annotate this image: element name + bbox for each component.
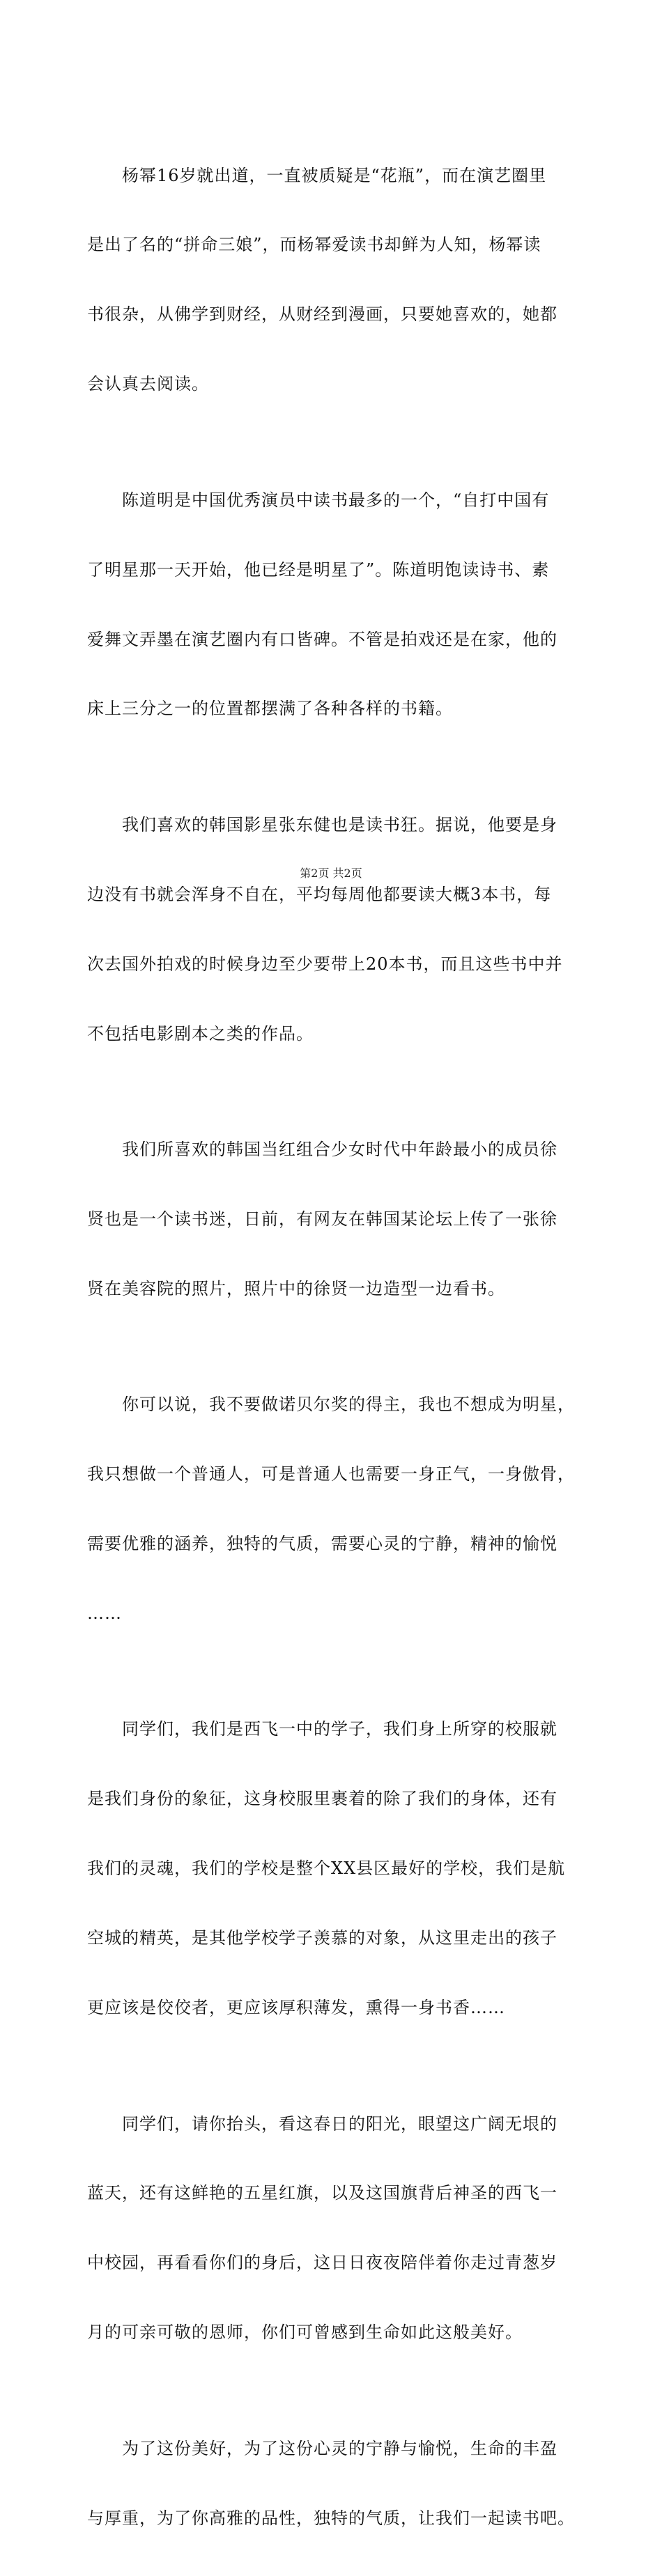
text-line: 我只想做一个普通人，可是普通人也需要一身正气，一身傲骨，: [87, 1464, 575, 1484]
text-line: 边没有书就会浑身不自在，平均每周他都要读大概3本书，每: [87, 884, 552, 904]
text-line: 同学们，请你抬头，看这春日的阳光，眼望这广阔无垠的: [87, 2113, 557, 2134]
text-line: 会认真去阅读。: [87, 374, 209, 394]
text-line: 蓝天，还有这鲜艳的五星红旗，以及这国旗背后神圣的西飞一: [87, 2183, 557, 2203]
text-line: 陈道明是中国优秀演员中读书最多的一个，“自打中国有: [87, 490, 550, 510]
text-line: 为了这份美好，为了这份心灵的宁静与愉悦，生命的丰盈: [87, 2438, 557, 2458]
text-line: 爱舞文弄墨在演艺圈内有口皆碑。不管是拍戏还是在家，他的: [87, 629, 557, 649]
paragraph-look-up: [87, 2066, 575, 2391]
text-line: 床上三分之一的位置都摆满了各种各样的书籍。: [87, 699, 453, 719]
paragraph-chen-daoming: [87, 442, 575, 767]
text-line: 次去国外拍戏的时候身边至少要带上20本书，而且这些书中并: [87, 954, 563, 974]
paragraph-yang-mi: [87, 118, 575, 442]
text-line: 书很杂，从佛学到财经，从财经到漫画，只要她喜欢的，她都: [87, 304, 557, 325]
paragraph-school-uniform: [87, 1672, 575, 2066]
text-line: 与厚重，为了你高雅的品性，独特的气质，让我们一起读书吧。: [87, 2508, 575, 2528]
paragraph-ordinary-person: [87, 1347, 575, 1672]
text-line: 是出了名的“拼命三娘”，而杨幂爱读书却鲜为人知，杨幂读: [87, 235, 541, 255]
text-line: 你可以说，我不要做诺贝尔奖的得主，我也不想成为明星，: [87, 1395, 575, 1415]
text-line: 月的可亲可敬的恩师，你们可曾感到生命如此这般美好。: [87, 2322, 523, 2343]
text-line: ……: [87, 1604, 122, 1623]
text-line: 了明星那一天开始，他已经是明星了”。陈道明饱读诗书、素: [87, 559, 550, 580]
text-line: 贤也是一个读书迷，日前，有网友在韩国某论坛上传了一张徐: [87, 1209, 557, 1229]
text-line: 同学们，我们是西飞一中的学子，我们身上所穿的校服就: [87, 1719, 557, 1739]
text-line: 我们的灵魂，我们的学校是整个XX县区最好的学校，我们是航: [87, 1859, 566, 1879]
text-line: 更应该是佼佼者，更应该厚积薄发，熏得一身书香……: [87, 1998, 505, 2018]
page-number-footer: 第2页 共2页: [300, 867, 362, 880]
text-line: 不包括电影剧本之类的作品。: [87, 1023, 314, 1043]
paragraph-jang-dong-gun: [87, 767, 575, 1092]
text-line: 需要优雅的涵养，独特的气质，需要心灵的宁静，精神的愉悦: [87, 1534, 557, 1554]
text-line: 空城的精英，是其他学校学子羡慕的对象，从这里走出的孩子: [87, 1928, 557, 1948]
text-line: 贤在美容院的照片，照片中的徐贤一边造型一边看书。: [87, 1278, 505, 1298]
document-body: [87, 118, 575, 2576]
paragraph-conclusion: [87, 2391, 575, 2576]
text-line: 是我们身份的象征，这身校服里裹着的除了我们的身体，还有: [87, 1789, 557, 1809]
paragraph-seohyun: [87, 1092, 575, 1347]
text-line: 中校园，再看看你们的身后，这日日夜夜陪伴着你走过青葱岁: [87, 2253, 557, 2273]
text-line: 我们所喜欢的韩国当红组合少女时代中年龄最小的成员徐: [87, 1140, 557, 1160]
text-line: 杨幂16岁就出道，一直被质疑是“花瓶”，而在演艺圈里: [87, 165, 547, 185]
text-line: 我们喜欢的韩国影星张东健也是读书狂。据说，他要是身: [87, 814, 557, 835]
